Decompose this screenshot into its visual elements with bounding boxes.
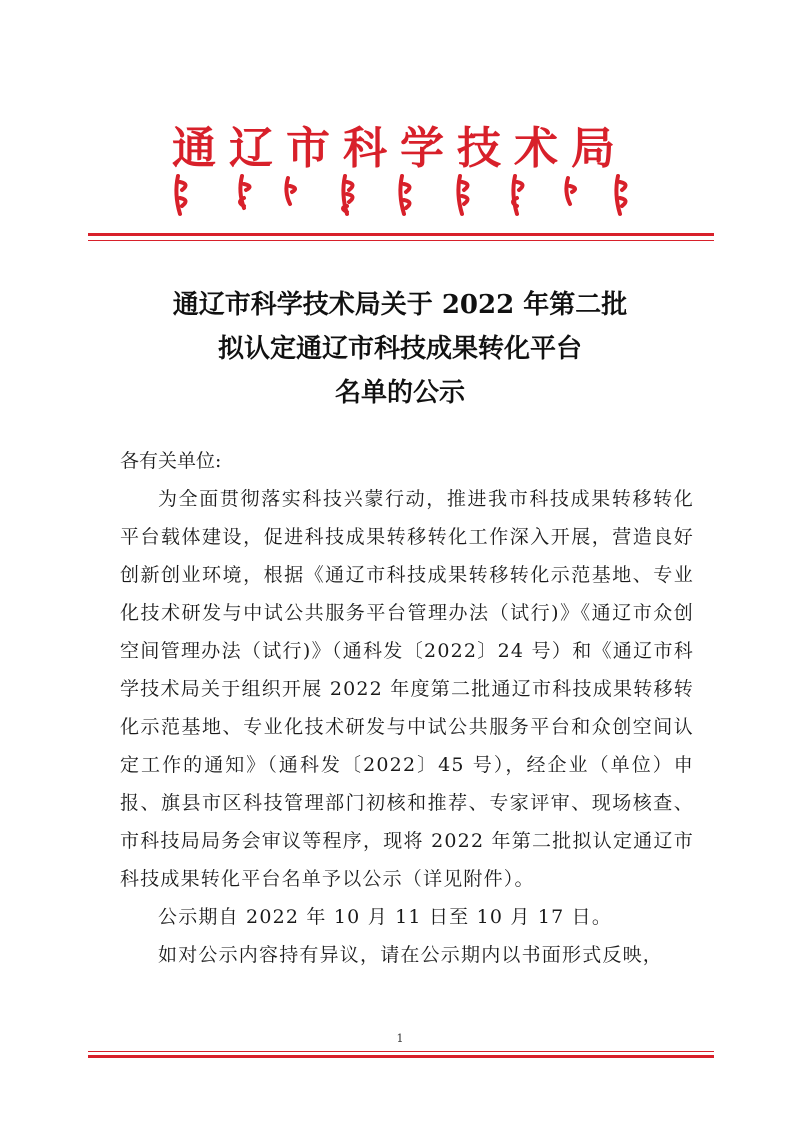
page-number: 1 — [396, 1032, 404, 1045]
header-rule-thin — [88, 240, 714, 241]
title-line-3: 名单的公示 — [334, 378, 465, 408]
document-title — [0, 283, 800, 415]
body-paragraph-3: 如对公示内容持有异议，请在公示期内以书面形式反映， — [158, 944, 664, 966]
footer-rule-thick — [88, 1055, 714, 1058]
title-line-1: 通辽市科学技术局关于 2022 年第二批 — [172, 290, 628, 320]
footer-rule-thin — [88, 1051, 714, 1052]
body-text — [120, 480, 694, 974]
title-line-2: 拟认定通辽市科技成果转化平台 — [217, 334, 582, 364]
masthead-agency-name: 通辽市科学技术局 — [172, 123, 628, 174]
salutation: 各有关单位: — [120, 450, 222, 472]
header-rule-thick — [88, 233, 714, 236]
body-paragraph-2: 公示期自 2022 年 10 月 11 日至 10 月 17 日。 — [158, 906, 613, 928]
body-paragraph-1: 为全面贯彻落实科技兴蒙行动，推进我市科技成果转移转化平台载体建设，促进科技成果转移转化工作深入开展，营造良好创新创业环境，根据《通辽市科技成果转移转化示范基地、专业化技术研发与中试公共服务平台管理办法（试行)》《通辽市众创空间管理办法（试行)》（通科发〔2022〕24 号）和《通辽市科学技术局关于组织开展 2022 年度第二批通辽市科技成果转移转化示范基地、专业化技术研发与中试公共服务平台和众创空间认定工作的通知》（通科发〔2022〕45 号），经企业（单位）申报、旗县市区科技管理部门初核和推荐、专家评审、现场核查、市科技局局务会审议等程序，现将 2022 年第二批拟认定通辽市科技成果转化平台名单予以公示（详见附件）。 — [120, 488, 694, 890]
mongolian-script-emblem — [170, 168, 630, 220]
